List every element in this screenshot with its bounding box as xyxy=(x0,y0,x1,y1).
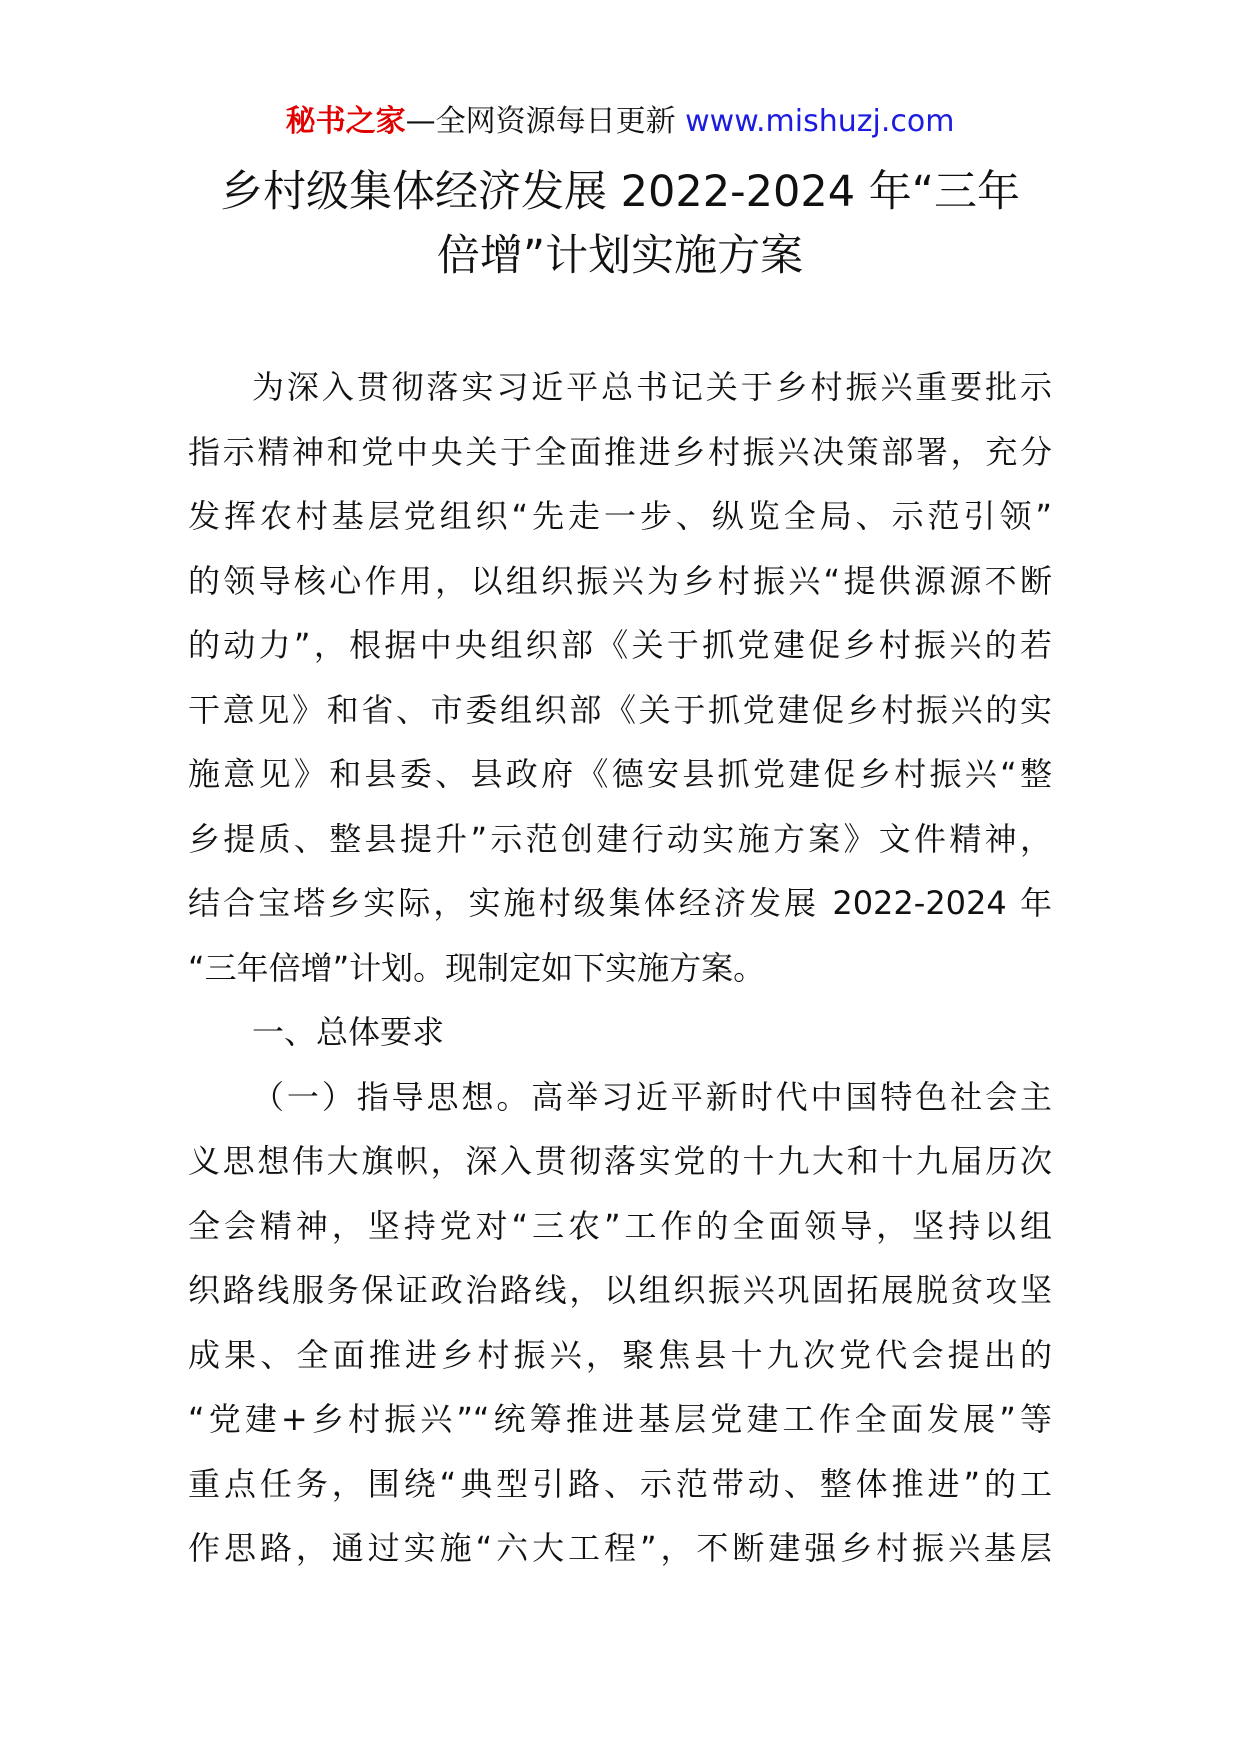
body-line: 成果、全面推进乡村振兴，聚焦县十九次党代会提出的 xyxy=(188,1335,1052,1374)
title-line-2: 倍增”计划实施方案 xyxy=(436,231,804,281)
body-line: 织路线服务保证政治路线，以组织振兴巩固拓展脱贫攻坚 xyxy=(188,1271,1052,1309)
document-body xyxy=(188,355,1052,1581)
body-line: 重点任务，围绕“典型引路、示范带动、整体推进”的工 xyxy=(188,1464,1052,1503)
body-line: 为深入贯彻落实习近平总书记关于乡村振兴重要批示 xyxy=(252,368,1052,406)
body-line: 结合宝塔乡实际，实施村级集体经济发展 2022-2024 年 xyxy=(188,884,1052,922)
brand-name: 秘书之家 xyxy=(285,104,406,139)
body-line: 发挥农村基层党组织“先走一步、纵览全局、示范引领” xyxy=(188,497,1052,535)
body-line: 乡提质、整县提升”示范创建行动实施方案》文件精神， xyxy=(188,819,1052,858)
body-line: 全会精神，坚持党对“三农”工作的全面领导，坚持以组 xyxy=(188,1206,1052,1245)
body-line: 的动力”，根据中央组织部《关于抓党建促乡村振兴的若 xyxy=(188,626,1052,664)
section-heading: 一、总体要求 xyxy=(252,1013,445,1051)
body-line: 义思想伟大旗帜，深入贯彻落实党的十九大和十九届历次 xyxy=(188,1142,1052,1180)
body-line: 干意见》和省、市委组织部《关于抓党建促乡村振兴的实 xyxy=(188,690,1052,729)
body-line: “党建+乡村振兴”“统筹推进基层党建工作全面发展”等 xyxy=(188,1400,1052,1438)
body-line: 指示精神和党中央关于全面推进乡村振兴决策部署，充分 xyxy=(188,432,1052,471)
body-line: 施意见》和县委、县政府《德安县抓党建促乡村振兴“整 xyxy=(188,755,1052,793)
site-url-link[interactable]: www.mishuzj.com xyxy=(685,104,955,139)
banner-slogan: —全网资源每日更新 xyxy=(405,104,676,139)
body-line: “三年倍增”计划。现制定如下实施方案。 xyxy=(188,948,766,987)
site-banner xyxy=(0,100,1240,144)
body-line: 的领导核心作用，以组织振兴为乡村振兴“提供源源不断 xyxy=(188,561,1052,600)
title-line-1: 乡村级集体经济发展 2022-2024 年“三年 xyxy=(220,167,1020,217)
document-title xyxy=(0,160,1240,288)
body-line: 作思路，通过实施“六大工程”，不断建强乡村振兴基层 xyxy=(188,1529,1052,1567)
body-line: （一）指导思想。高举习近平新时代中国特色社会主 xyxy=(252,1077,1052,1116)
